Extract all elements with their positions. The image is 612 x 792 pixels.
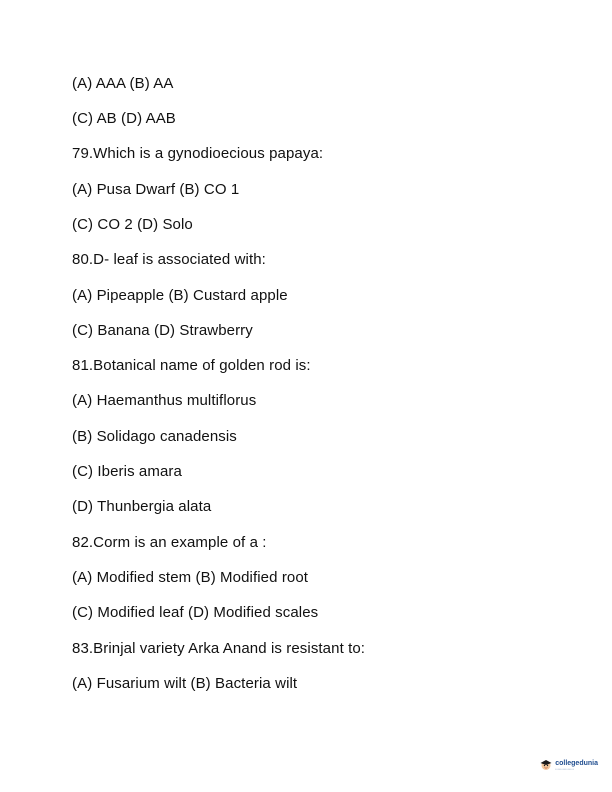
answer-options-line: (A) Modified stem (B) Modified root — [72, 569, 309, 586]
answer-option: (B) Solidago canadensis — [72, 428, 237, 445]
question-81: 81.Botanical name of golden rod is: — [72, 357, 311, 374]
answer-options-line: (C) CO 2 (D) Solo — [72, 216, 193, 233]
answer-options-line: (A) Pusa Dwarf (B) CO 1 — [72, 181, 240, 198]
answer-options-line: (C) Banana (D) Strawberry — [72, 322, 253, 339]
watermark-tagline-decoration: ••••••••••••••• — [555, 766, 574, 771]
answer-options-line: (A) Pipeapple (B) Custard apple — [72, 287, 288, 304]
collegedunia-watermark — [539, 758, 598, 772]
answer-option: (D) Thunbergia alata — [72, 498, 212, 515]
question-82: 82.Corm is an example of a : — [72, 534, 267, 551]
question-79: 79.Which is a gynodioecious papaya: — [72, 145, 324, 162]
watermark-brand: collegedunia — [555, 759, 598, 767]
collegedunia-mascot-icon — [539, 758, 553, 772]
answer-options-line: (C) Modified leaf (D) Modified scales — [72, 604, 319, 621]
answer-options-line: (A) Fusarium wilt (B) Bacteria wilt — [72, 675, 298, 692]
question-80: 80.D- leaf is associated with: — [72, 251, 266, 268]
answer-options-line: (A) AAA (B) AA — [72, 75, 174, 92]
answer-options-line: (C) AB (D) AAB — [72, 110, 176, 127]
answer-option: (A) Haemanthus multiflorus — [72, 392, 257, 409]
question-83: 83.Brinjal variety Arka Anand is resistant to: — [72, 640, 366, 657]
answer-option: (C) Iberis amara — [72, 463, 182, 480]
